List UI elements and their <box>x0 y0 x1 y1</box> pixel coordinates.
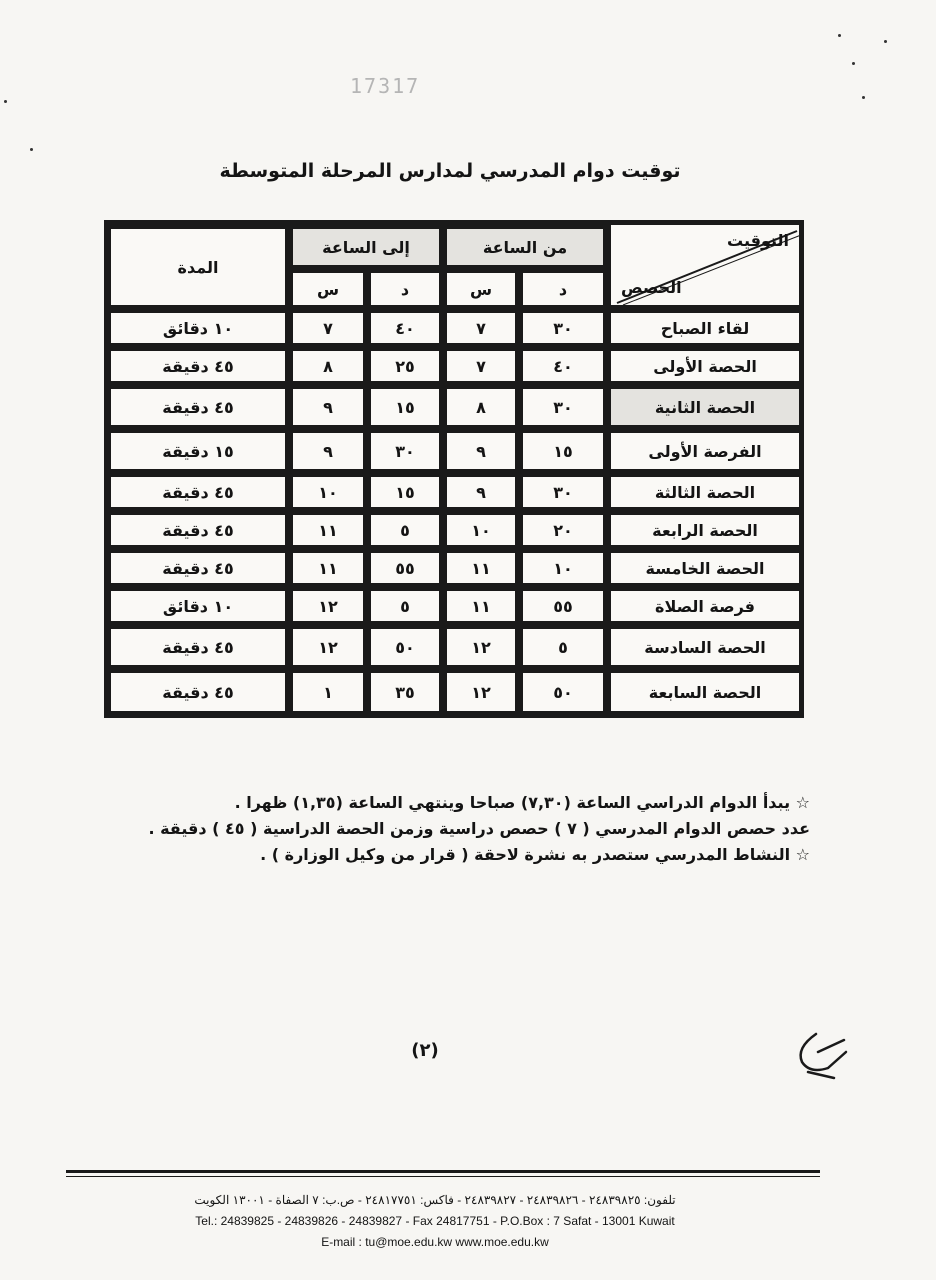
to-hour: ٨ <box>291 349 365 383</box>
duration: ٤٥ دقيقة <box>109 513 287 547</box>
from-hour: ١١ <box>445 551 517 585</box>
scan-speck <box>852 62 855 65</box>
to-hour: ٩ <box>291 387 365 427</box>
period-name: الحصة الثالثة <box>609 475 801 509</box>
to-minute: ١٥ <box>369 387 441 427</box>
from-hour-sub-header: س <box>445 271 517 307</box>
page-title: توقيت دوام المدرسي لمدارس المرحلة المتوسطة <box>219 160 681 182</box>
period-name: لقاء الصباح <box>609 311 801 345</box>
duration-header: المدة <box>109 227 287 307</box>
period-name: الفرصة الأولى <box>609 431 801 471</box>
to-hour: ١٢ <box>291 589 365 623</box>
duration: ٤٥ دقيقة <box>109 475 287 509</box>
schedule-table <box>104 220 804 718</box>
timing-label: التوقيت <box>727 231 789 250</box>
period-name: الحصة الخامسة <box>609 551 801 585</box>
from-minute: ٣٠ <box>521 387 605 427</box>
from-hour: ٧ <box>445 349 517 383</box>
duration: ٤٥ دقيقة <box>109 627 287 667</box>
to-minute: ٥٥ <box>369 551 441 585</box>
duration: ٤٥ دقيقة <box>109 387 287 427</box>
scan-speck <box>884 40 887 43</box>
corner-header-cell <box>609 223 801 307</box>
from-minute-header: د <box>521 271 605 307</box>
from-hour: ٧ <box>445 311 517 345</box>
scan-speck <box>4 100 7 103</box>
from-minute: ١٥ <box>521 431 605 471</box>
scan-speck <box>838 34 841 37</box>
to-hour-sub-header: س <box>291 271 365 307</box>
from-hour: ١١ <box>445 589 517 623</box>
from-minute: ٥٠ <box>521 671 605 713</box>
from-hour: ٨ <box>445 387 517 427</box>
period-name: فرصة الصلاة <box>609 589 801 623</box>
duration: ٤٥ دقيقة <box>109 349 287 383</box>
periods-label: الحصص <box>621 278 682 297</box>
to-hour: ١٠ <box>291 475 365 509</box>
from-hour: ٩ <box>445 475 517 509</box>
from-minute: ٤٠ <box>521 349 605 383</box>
note-period-count: عدد حصص الدوام المدرسي ( ٧ ) حصص دراسية وزمن الحصة الدراسية ( ٤٥ ) دقيقة . <box>148 819 810 838</box>
footer-contact <box>110 1190 760 1253</box>
to-minute: ٤٠ <box>369 311 441 345</box>
document-stamp-number: 17317 <box>350 74 421 98</box>
to-minute-header: د <box>369 271 441 307</box>
to-minute: ٢٥ <box>369 349 441 383</box>
notes-section <box>90 790 810 868</box>
to-minute: ١٥ <box>369 475 441 509</box>
from-hour: ٩ <box>445 431 517 471</box>
from-hour: ١٢ <box>445 627 517 667</box>
note-school-activity: ☆ النشاط المدرسي ستصدر به نشرة لاحقة ( قرار من وكيل الوزارة ) . <box>260 845 810 864</box>
note-start-end-time: ☆ يبدأ الدوام الدراسي الساعة (٧,٣٠) صباحا وينتهي الساعة (١,٣٥) ظهرا . <box>234 793 810 812</box>
period-name: الحصة السادسة <box>609 627 801 667</box>
duration: ٤٥ دقيقة <box>109 671 287 713</box>
period-name: الحصة الأولى <box>609 349 801 383</box>
to-hour: ١١ <box>291 513 365 547</box>
period-name: الحصة الرابعة <box>609 513 801 547</box>
from-minute: ٢٠ <box>521 513 605 547</box>
to-minute: ٥ <box>369 589 441 623</box>
from-hour-header: من الساعة <box>445 227 605 267</box>
to-minute: ٥ <box>369 513 441 547</box>
from-hour: ١٢ <box>445 671 517 713</box>
to-minute: ٣٠ <box>369 431 441 471</box>
period-name: الحصة الثانية <box>609 387 801 427</box>
from-minute: ٥ <box>521 627 605 667</box>
duration: ١٥ دقيقة <box>109 431 287 471</box>
signature-mark <box>788 1022 852 1082</box>
from-minute: ٥٥ <box>521 589 605 623</box>
to-hour-header: إلى الساعة <box>291 227 441 267</box>
duration: ١٠ دقائق <box>109 311 287 345</box>
scan-speck <box>862 96 865 99</box>
from-minute: ٣٠ <box>521 311 605 345</box>
from-hour: ١٠ <box>445 513 517 547</box>
to-minute: ٣٥ <box>369 671 441 713</box>
to-hour: ١١ <box>291 551 365 585</box>
to-minute: ٥٠ <box>369 627 441 667</box>
from-minute: ١٠ <box>521 551 605 585</box>
duration: ٤٥ دقيقة <box>109 551 287 585</box>
to-hour: ٧ <box>291 311 365 345</box>
period-name: الحصة السابعة <box>609 671 801 713</box>
footer-english-contact: Tel.: 24839825 - 24839826 - 24839827 - Fax 24817751 - P.O.Box : 7 Safat - 13001 Kuwait <box>195 1214 675 1228</box>
to-hour: ٩ <box>291 431 365 471</box>
duration: ١٠ دقائق <box>109 589 287 623</box>
footer-arabic-contact: تلفون: ٢٤٨٣٩٨٢٥ - ٢٤٨٣٩٨٢٦ - ٢٤٨٣٩٨٢٧ - فاكس: ٢٤٨١٧٧٥١ - ص.ب: ٧ الصفاة - ١٣٠٠١ الكويت <box>194 1193 676 1207</box>
footer-divider <box>66 1170 820 1173</box>
footer-email: E-mail : tu@moe.edu.kw www.moe.edu.kw <box>321 1235 549 1249</box>
to-hour: ١٢ <box>291 627 365 667</box>
to-hour: ١ <box>291 671 365 713</box>
scan-speck <box>30 148 33 151</box>
page-number: (٢) <box>411 1040 439 1061</box>
footer-divider-thin <box>66 1176 820 1177</box>
from-minute: ٣٠ <box>521 475 605 509</box>
